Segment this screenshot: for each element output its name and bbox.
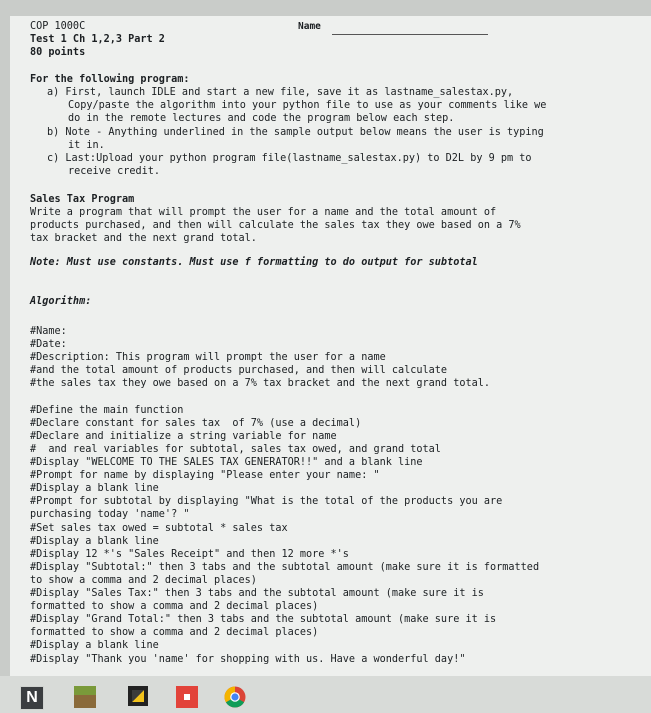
algorithm-line: #Set sales tax owed = subtotal * sales tax: [30, 522, 288, 534]
name-underline: [332, 34, 488, 35]
algorithm-line: #Display a blank line: [30, 640, 159, 652]
algorithm-line: # and real variables for subtotal, sales tax owed, and grand total: [30, 443, 441, 455]
algorithm-line: #Declare and initialize a string variable for name: [30, 430, 337, 442]
algorithm-line: #Display a blank line: [30, 483, 159, 495]
algorithm-line: #Name:: [30, 326, 67, 337]
sales-tax-title: Sales Tax Program: [30, 194, 135, 205]
instruction-a-line2: Copy/paste the algorithm into your python file to use as your comments like we: [68, 100, 547, 111]
onenote-icon[interactable]: [20, 686, 44, 710]
document-page: [10, 16, 651, 676]
algorithm-line: purchasing today 'name'? ": [30, 509, 190, 521]
chrome-icon[interactable]: [224, 686, 246, 708]
algorithm-line: #Define the main function: [30, 404, 184, 416]
minecraft-icon[interactable]: [74, 686, 96, 708]
office-square-icon: [184, 694, 190, 700]
algorithm-line: #the sales tax they owe based on a 7% tax bracket and the next grand total.: [30, 378, 491, 390]
constants-note: Note: Must use constants. Must use f formatting to do output for subtotal: [30, 257, 478, 268]
algorithm-line: #Display "Grand Total:" then 3 tabs and the subtotal amount (make sure it is: [30, 614, 497, 626]
taskbar: [0, 676, 651, 713]
algorithm-line: #Display "Subtotal:" then 3 tabs and the subtotal amount (make sure it is formatted: [30, 561, 540, 573]
algorithm-line: #Date:: [30, 339, 67, 351]
instruction-a-line3: do in the remote lectures and code the program below each step.: [68, 113, 455, 124]
course-code: COP 1000C: [30, 21, 86, 32]
algorithm-line: #and the total amount of products purchased, and then will calculate: [30, 365, 448, 377]
algorithm-line: #Display "Thank you 'name' for shopping with us. Have a wonderful day!": [30, 653, 466, 665]
onenote-letter: N: [26, 689, 38, 706]
instructions-intro: For the following program:: [30, 74, 190, 85]
sales-tax-desc-line3: tax bracket and the next grand total.: [30, 233, 257, 244]
algorithm-line: #Prompt for name by displaying "Please enter your name: ": [30, 470, 380, 482]
algorithm-line: #Declare constant for sales tax of 7% (use a decimal): [30, 417, 362, 429]
algorithm-line: #Display "Sales Tax:" then 3 tabs and the subtotal amount (make sure it is: [30, 588, 484, 599]
algorithm-line: formatted to show a comma and 2 decimal places): [30, 601, 319, 613]
algorithm-line: #Display 12 *'s "Sales Receipt" and then 12 more *'s: [30, 548, 349, 560]
instruction-c-line2: receive credit.: [68, 166, 161, 177]
sales-tax-desc-line1: Write a program that will prompt the user for a name and the total amount of: [30, 207, 497, 218]
algorithm-heading: Algorithm:: [30, 296, 92, 307]
chrome-glyph: [224, 686, 246, 708]
sticky-notes-glyph: [128, 686, 148, 706]
sticky-notes-icon[interactable]: [128, 686, 148, 706]
test-title: Test 1 Ch 1,2,3 Part 2: [30, 34, 165, 45]
algorithm-line: #Description: This program will prompt the user for a name: [30, 352, 386, 364]
sales-tax-desc-line2: products purchased, and then will calculate the sales tax they owe based on a 7%: [30, 220, 521, 231]
office-icon[interactable]: [176, 686, 198, 708]
algorithm-line: #Display "WELCOME TO THE SALES TAX GENERATOR!!" and a blank line: [30, 457, 423, 468]
name-label: Name: [298, 21, 321, 32]
points: 80 points: [30, 47, 86, 58]
instruction-b-line2: it in.: [68, 140, 105, 151]
algorithm-line: #Prompt for subtotal by displaying "What is the total of the products you are: [30, 496, 503, 508]
algorithm-line: #Display a blank line: [30, 535, 159, 547]
algorithm-line: formatted to show a comma and 2 decimal places): [30, 627, 319, 639]
instruction-b-line1: b) Note - Anything underlined in the sample output below means the user is typing: [47, 127, 544, 138]
instruction-c-line1: c) Last:Upload your python program file(lastname_salestax.py) to D2L by 9 pm to: [47, 153, 532, 164]
algorithm-line: to show a comma and 2 decimal places): [30, 574, 257, 586]
instruction-a-line1: a) First, launch IDLE and start a new file, save it as lastname_salestax.py,: [47, 87, 514, 98]
